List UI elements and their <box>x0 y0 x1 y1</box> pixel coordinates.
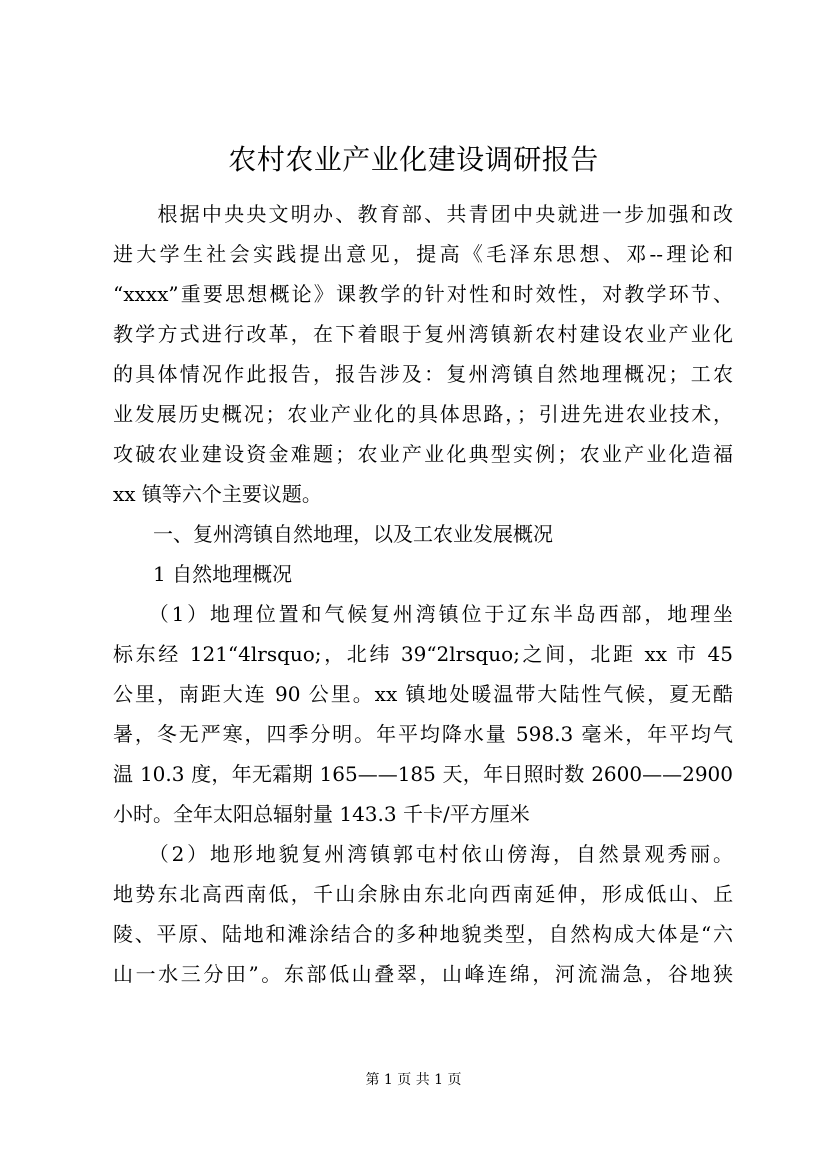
paragraph-line: 业发展历史概况；农业产业化的具体思路，；引进先进农业技术， <box>113 402 733 426</box>
paragraph-line: 根据中央央文明办、教育部、共青团中央就进一步加强和改 <box>113 202 733 226</box>
document-title: 农村农业产业化建设调研报告 <box>228 143 599 176</box>
paragraph-line: 陵、平原、陆地和滩涂结合的多种地貌类型，自然构成大体是“六 <box>113 922 733 946</box>
document-body <box>113 194 733 994</box>
paragraph-line: 的具体情况作此报告，报告涉及：复州湾镇自然地理概况；工农 <box>113 362 733 386</box>
paragraph-line: （2）地形地貌复州湾镇郭屯村依山傍海，自然景观秀丽。 <box>113 842 733 866</box>
paragraph-line: “xxxx”重要思想概论》课教学的针对性和时效性，对教学环节、 <box>113 282 733 306</box>
paragraph-line: 暑，冬无严寒，四季分明。年平均降水量 598.3 毫米，年平均气 <box>113 722 733 746</box>
page-footer: 第 1 页 共 1 页 <box>365 1072 462 1088</box>
paragraph-line: 温 10.3 度，年无霜期 165——185 天，年日照时数 2600——2900 <box>113 762 733 786</box>
paragraph-line: 教学方式进行改革，在下着眼于复州湾镇新农村建设农业产业化 <box>113 322 733 346</box>
paragraph-line: 公里，南距大连 90 公里。xx 镇地处暖温带大陆性气候，夏无酷 <box>113 682 733 706</box>
paragraph-line: （1）地理位置和气候复州湾镇位于辽东半岛西部，地理坐 <box>113 602 733 626</box>
subsection-heading: 1 自然地理概况 <box>113 562 293 586</box>
paragraph-line: 进大学生社会实践提出意见，提高《毛泽东思想、邓--理论和 <box>113 242 733 266</box>
paragraph-line: 山一水三分田”。东部低山叠翠，山峰连绵，河流湍急，谷地狭 <box>113 962 733 986</box>
paragraph-line: 标东经 121“4lrsquo;，北纬 39“2lrsquo;之间，北距 xx 市 45 <box>113 642 733 666</box>
paragraph-line: 攻破农业建设资金难题；农业产业化典型实例；农业产业化造福 <box>113 442 733 466</box>
paragraph-line: 小时。全年太阳总辐射量 143.3 千卡/平方厘米 <box>113 802 530 826</box>
paragraph-line: xx 镇等六个主要议题。 <box>113 482 322 506</box>
section-heading: 一、复州湾镇自然地理，以及工农业发展概况 <box>113 522 553 546</box>
paragraph-line: 地势东北高西南低，千山余脉由东北向西南延伸，形成低山、丘 <box>113 882 733 906</box>
